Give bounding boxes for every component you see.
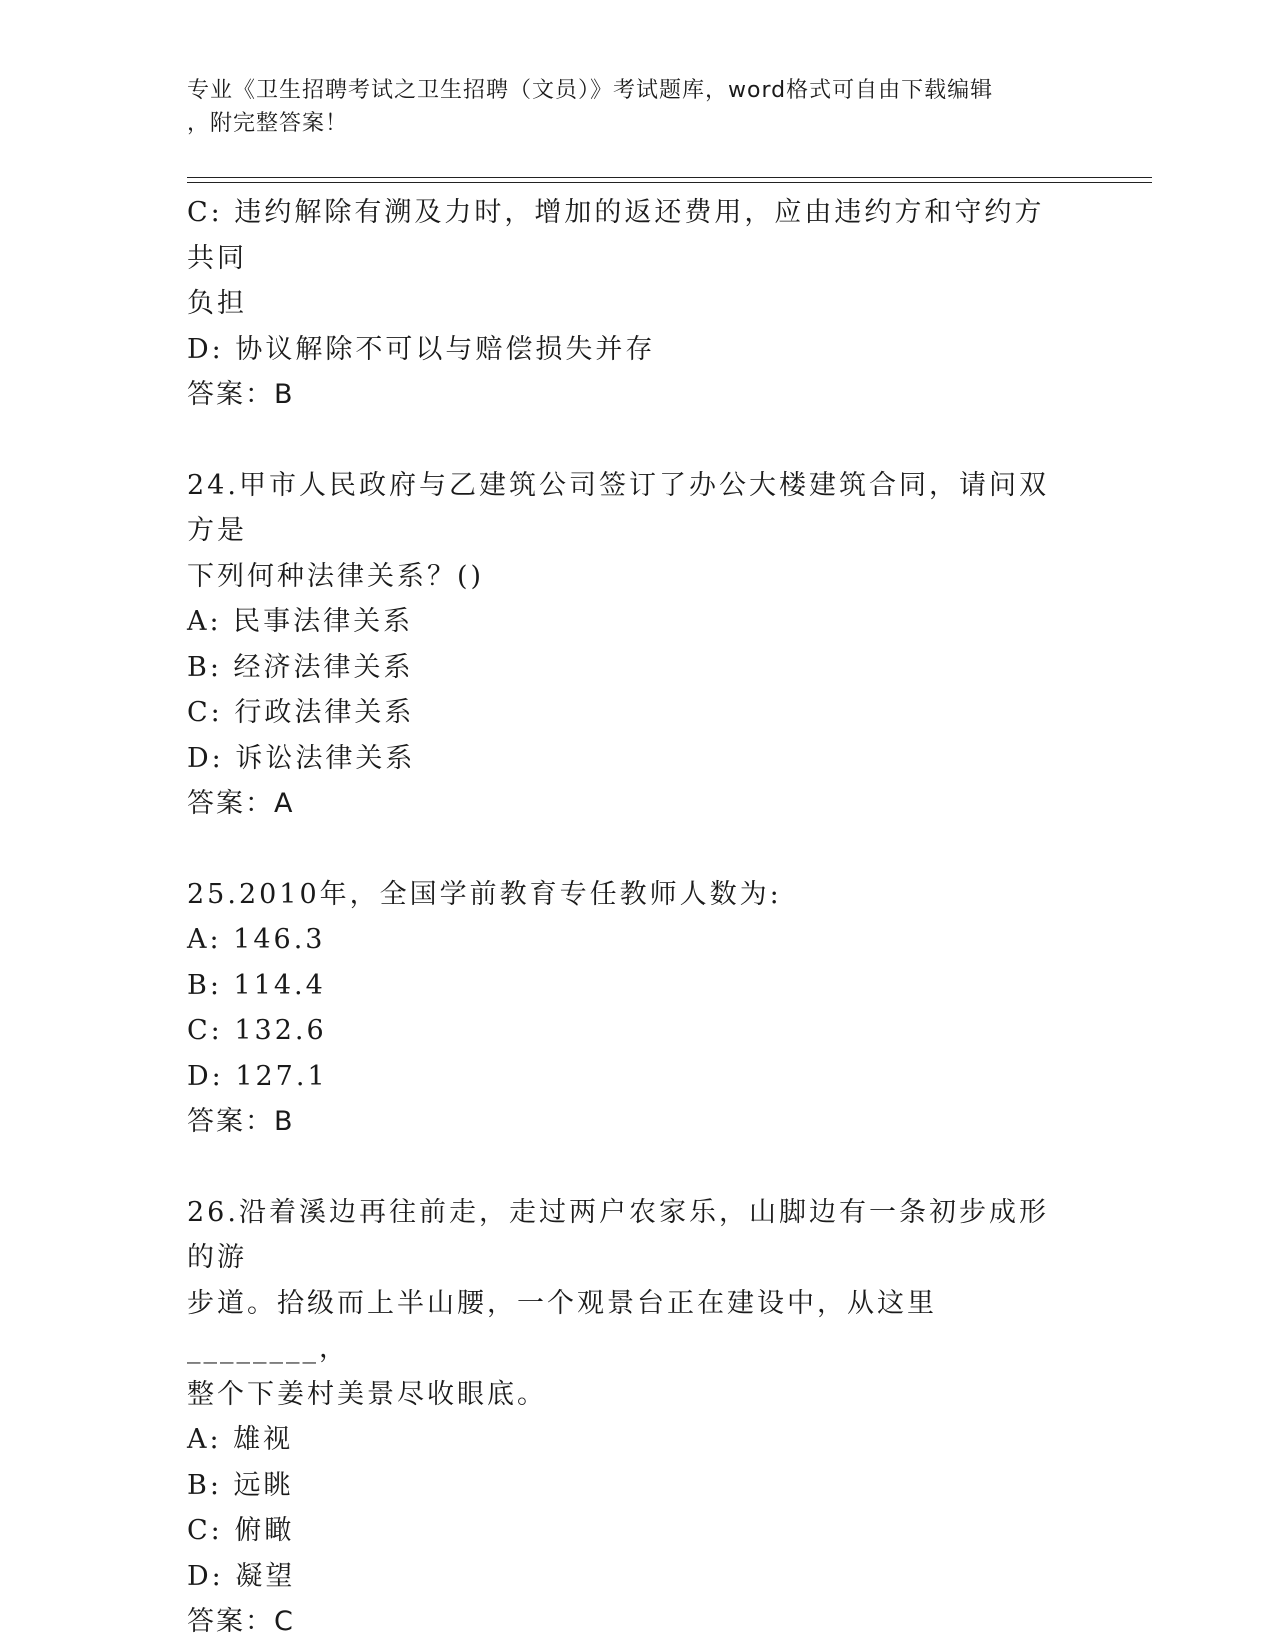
document-header (187, 74, 1067, 140)
question-26-stem-line-1: 26.沿着溪边再往前走，走过两户农家乐，山脚边有一条初步成形的游 (187, 1196, 1049, 1273)
question-24-option-b: B: 经济法律关系 (187, 651, 414, 683)
question-23-continuation (187, 190, 1067, 418)
question-26 (187, 1190, 1067, 1645)
question-24-option-a: A: 民事法律关系 (187, 606, 414, 637)
question-26-option-a: A: 雄视 (187, 1424, 294, 1455)
question-24-option-d: D: 诉讼法律关系 (187, 742, 416, 774)
question-26-option-c: C: 俯瞰 (187, 1515, 295, 1546)
answer-26: 答案：C (187, 1606, 295, 1637)
question-24 (187, 463, 1067, 827)
header-divider-bottom (187, 182, 1152, 183)
question-26-stem-line-2: 步道。拾级而上半山腰，一个观景台正在建设中，从这里________， (187, 1287, 937, 1364)
question-24-option-c: C: 行政法律关系 (187, 697, 415, 728)
option-d: D: 协议解除不可以与赔偿损失并存 (187, 333, 656, 365)
question-25-option-b: B: 114.4 (187, 969, 326, 1001)
answer-23: 答案：B (187, 379, 295, 410)
header-line-2: ，附完整答案！ (187, 111, 349, 136)
question-25 (187, 872, 1067, 1145)
question-24-stem-line-1: 24.甲市人民政府与乙建筑公司签订了办公大楼建筑合同，请问双方是 (187, 469, 1049, 546)
header-divider-top (187, 177, 1152, 178)
question-list (187, 190, 1067, 1645)
answer-25: 答案：B (187, 1106, 295, 1137)
option-c-line-2: 负担 (187, 288, 247, 319)
question-24-stem-line-2: 下列何种法律关系？() (187, 560, 485, 592)
answer-24: 答案：A (187, 788, 295, 819)
question-25-option-d: D: 127.1 (187, 1060, 328, 1092)
question-25-option-c: C: 132.6 (187, 1015, 327, 1046)
question-26-stem-line-3: 整个下姜村美景尽收眼底。 (187, 1378, 547, 1410)
header-line-1: 专业《卫生招聘考试之卫生招聘（文员）》考试题库，word格式可自由下载编辑 (187, 78, 994, 103)
question-25-option-a: A: 146.3 (187, 924, 326, 955)
question-25-stem: 25.2010年，全国学前教育专任教师人数为: (187, 878, 782, 910)
option-c-line-1: C: 违约解除有溯及力时，增加的返还费用，应由违约方和守约方共同 (187, 197, 1045, 274)
question-26-option-b: B: 远眺 (187, 1469, 294, 1501)
question-26-option-d: D: 凝望 (187, 1560, 296, 1592)
